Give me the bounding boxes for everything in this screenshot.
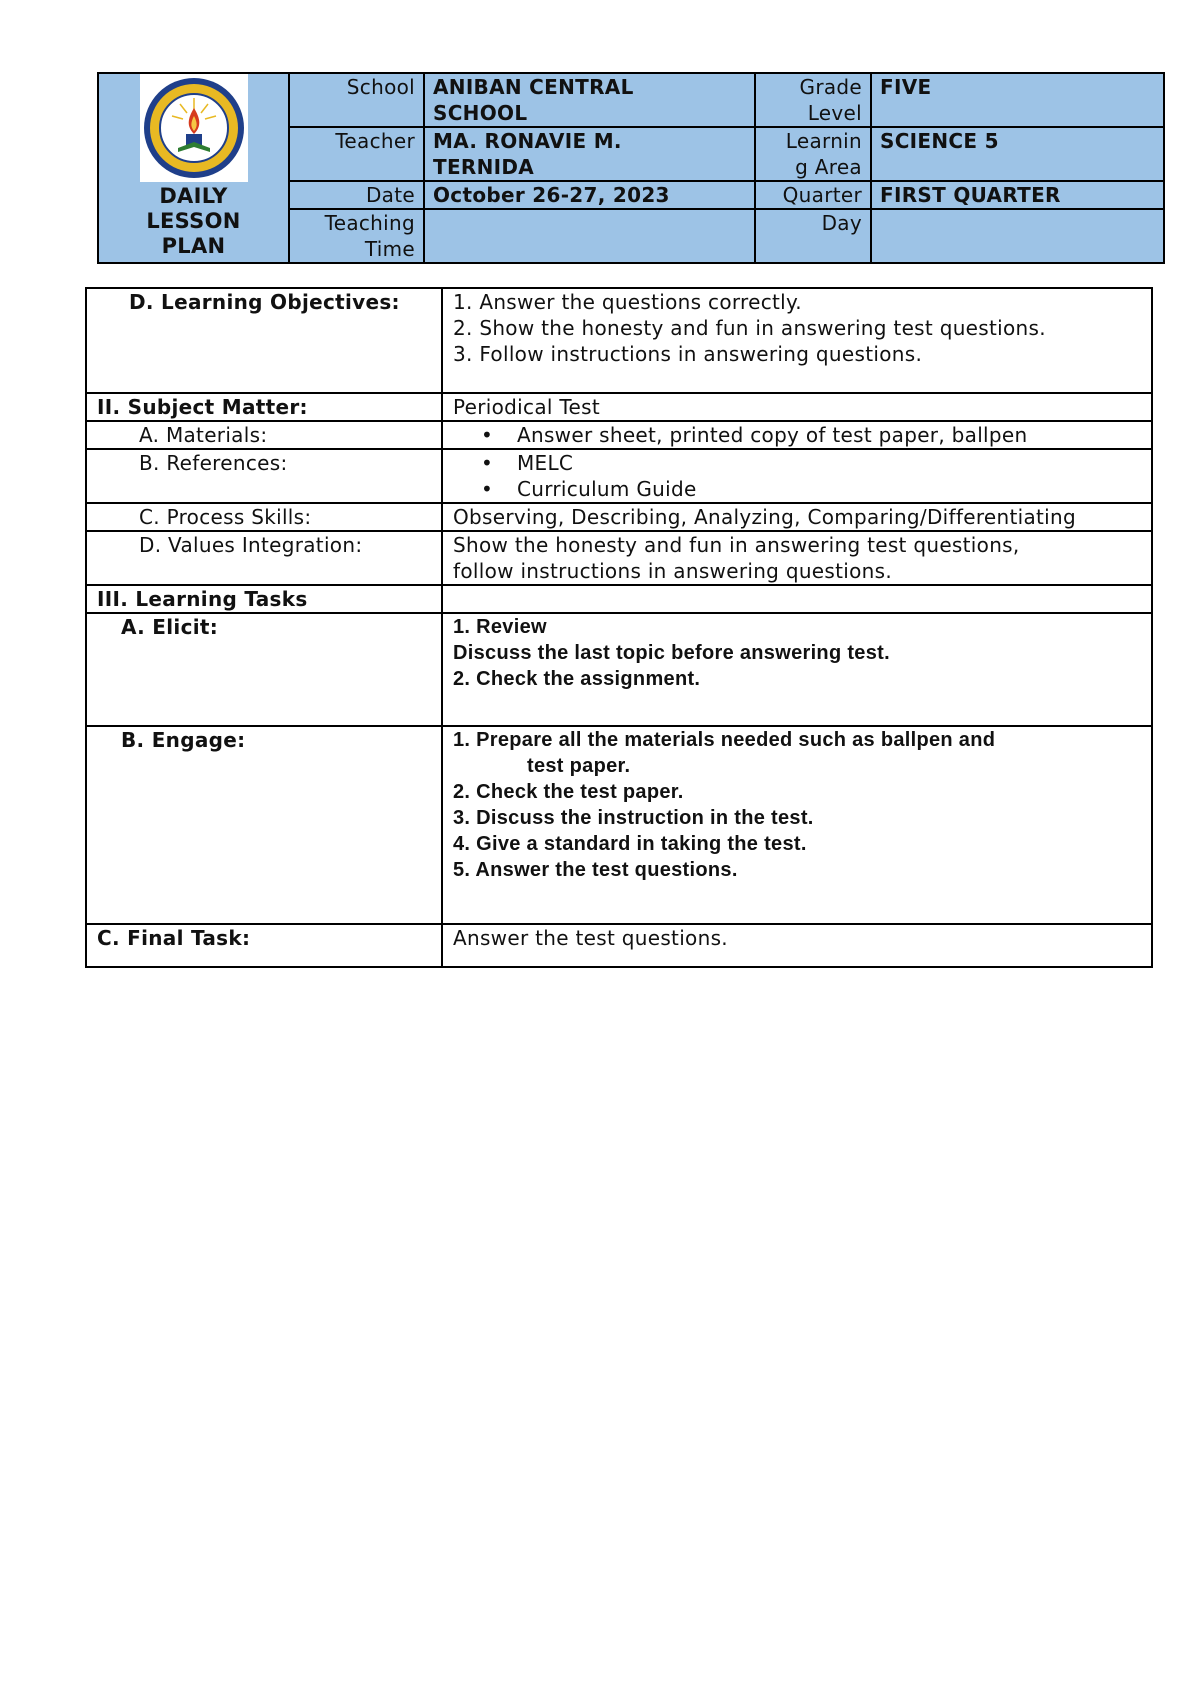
elicit-row — [86, 613, 1152, 726]
values-value — [442, 531, 1152, 585]
skills-row — [86, 503, 1152, 531]
learning-area-label — [755, 127, 871, 181]
objectives-list — [442, 288, 1152, 393]
day-label: Day — [755, 209, 871, 263]
title-line: DAILY — [159, 184, 228, 208]
final-task-label: C. Final Task: — [86, 924, 442, 967]
teaching-time-label — [289, 209, 424, 263]
grade-value: FIVE — [871, 73, 1164, 127]
day-value — [871, 209, 1164, 263]
materials-row — [86, 421, 1152, 449]
engage-item: 5. Answer the test questions. — [453, 859, 738, 881]
skills-label: C. Process Skills: — [86, 503, 442, 531]
area-label-line: g Area — [795, 155, 862, 179]
school-value-line: SCHOOL — [433, 101, 528, 125]
elicit-label: A. Elicit: — [86, 613, 442, 726]
engage-item: 2. Check the test paper. — [453, 781, 684, 803]
references-list — [442, 449, 1152, 503]
values-line: follow instructions in answering questions. — [453, 559, 893, 583]
values-line: Show the honesty and fun in answering test questions, — [453, 533, 1020, 557]
teacher-label: Teacher — [289, 127, 424, 181]
tasks-row — [86, 585, 1152, 613]
skills-value: Observing, Describing, Analyzing, Comparing/Differentiating — [442, 503, 1152, 531]
materials-list — [442, 421, 1152, 449]
objectives-row — [86, 288, 1152, 393]
school-label: School — [289, 73, 424, 127]
teacher-value-line: TERNIDA — [433, 155, 535, 179]
engage-item: 3. Discuss the instruction in the test. — [453, 807, 814, 829]
date-label: Date — [289, 181, 424, 209]
reference-item: • Curriculum Guide — [443, 476, 1141, 502]
quarter-value: FIRST QUARTER — [871, 181, 1164, 209]
reference-item: • MELC — [443, 450, 1141, 476]
elicit-item: 1. Review — [453, 616, 547, 638]
subject-label: II. Subject Matter: — [86, 393, 442, 421]
elicit-item: Discuss the last topic before answering test. — [453, 642, 890, 664]
grade-label-line: Level — [807, 101, 862, 125]
tasks-value — [442, 585, 1152, 613]
engage-row — [86, 726, 1152, 924]
teacher-value — [424, 127, 755, 181]
school-value — [424, 73, 755, 127]
subject-row — [86, 393, 1152, 421]
values-label: D. Values Integration: — [86, 531, 442, 585]
material-item: • Answer sheet, printed copy of test paper, ballpen — [443, 422, 1141, 448]
lesson-plan-header — [97, 72, 1165, 264]
objectives-label: D. Learning Objectives: — [86, 288, 442, 393]
title-line: PLAN — [161, 234, 226, 258]
engage-item: 1. Prepare all the materials needed such as ballpen and — [453, 729, 996, 751]
objective-item: 1. Answer the questions correctly. — [453, 290, 802, 314]
school-seal-logo — [140, 74, 248, 182]
teaching-time-value — [424, 209, 755, 263]
grade-label-line: Grade — [799, 75, 862, 99]
objective-item: 3. Follow instructions in answering questions. — [453, 342, 923, 366]
engage-label: B. Engage: — [86, 726, 442, 924]
area-label-line: Learnin — [785, 129, 862, 153]
materials-label: A. Materials: — [86, 421, 442, 449]
teacher-value-line: MA. RONAVIE M. — [433, 129, 622, 153]
engage-list — [442, 726, 1152, 924]
time-label-line: Teaching — [324, 211, 415, 235]
final-task-row — [86, 924, 1152, 967]
title-line: LESSON — [146, 209, 241, 233]
engage-item-continued: test paper. — [527, 755, 631, 777]
final-task-value: Answer the test questions. — [442, 924, 1152, 967]
lesson-plan-body — [85, 287, 1153, 968]
school-value-line: ANIBAN CENTRAL — [433, 75, 634, 99]
subject-value: Periodical Test — [442, 393, 1152, 421]
time-label-line: Time — [364, 237, 415, 261]
date-value: October 26-27, 2023 — [424, 181, 755, 209]
values-row — [86, 531, 1152, 585]
learning-area-value: SCIENCE 5 — [871, 127, 1164, 181]
elicit-list — [442, 613, 1152, 726]
logo-title-cell — [98, 73, 289, 263]
grade-label — [755, 73, 871, 127]
quarter-label: Quarter — [755, 181, 871, 209]
objective-item: 2. Show the honesty and fun in answering test questions. — [453, 316, 1046, 340]
engage-item: 4. Give a standard in taking the test. — [453, 833, 807, 855]
references-label: B. References: — [86, 449, 442, 503]
tasks-label: III. Learning Tasks — [86, 585, 442, 613]
references-row — [86, 449, 1152, 503]
elicit-item: 2. Check the assignment. — [453, 668, 701, 690]
